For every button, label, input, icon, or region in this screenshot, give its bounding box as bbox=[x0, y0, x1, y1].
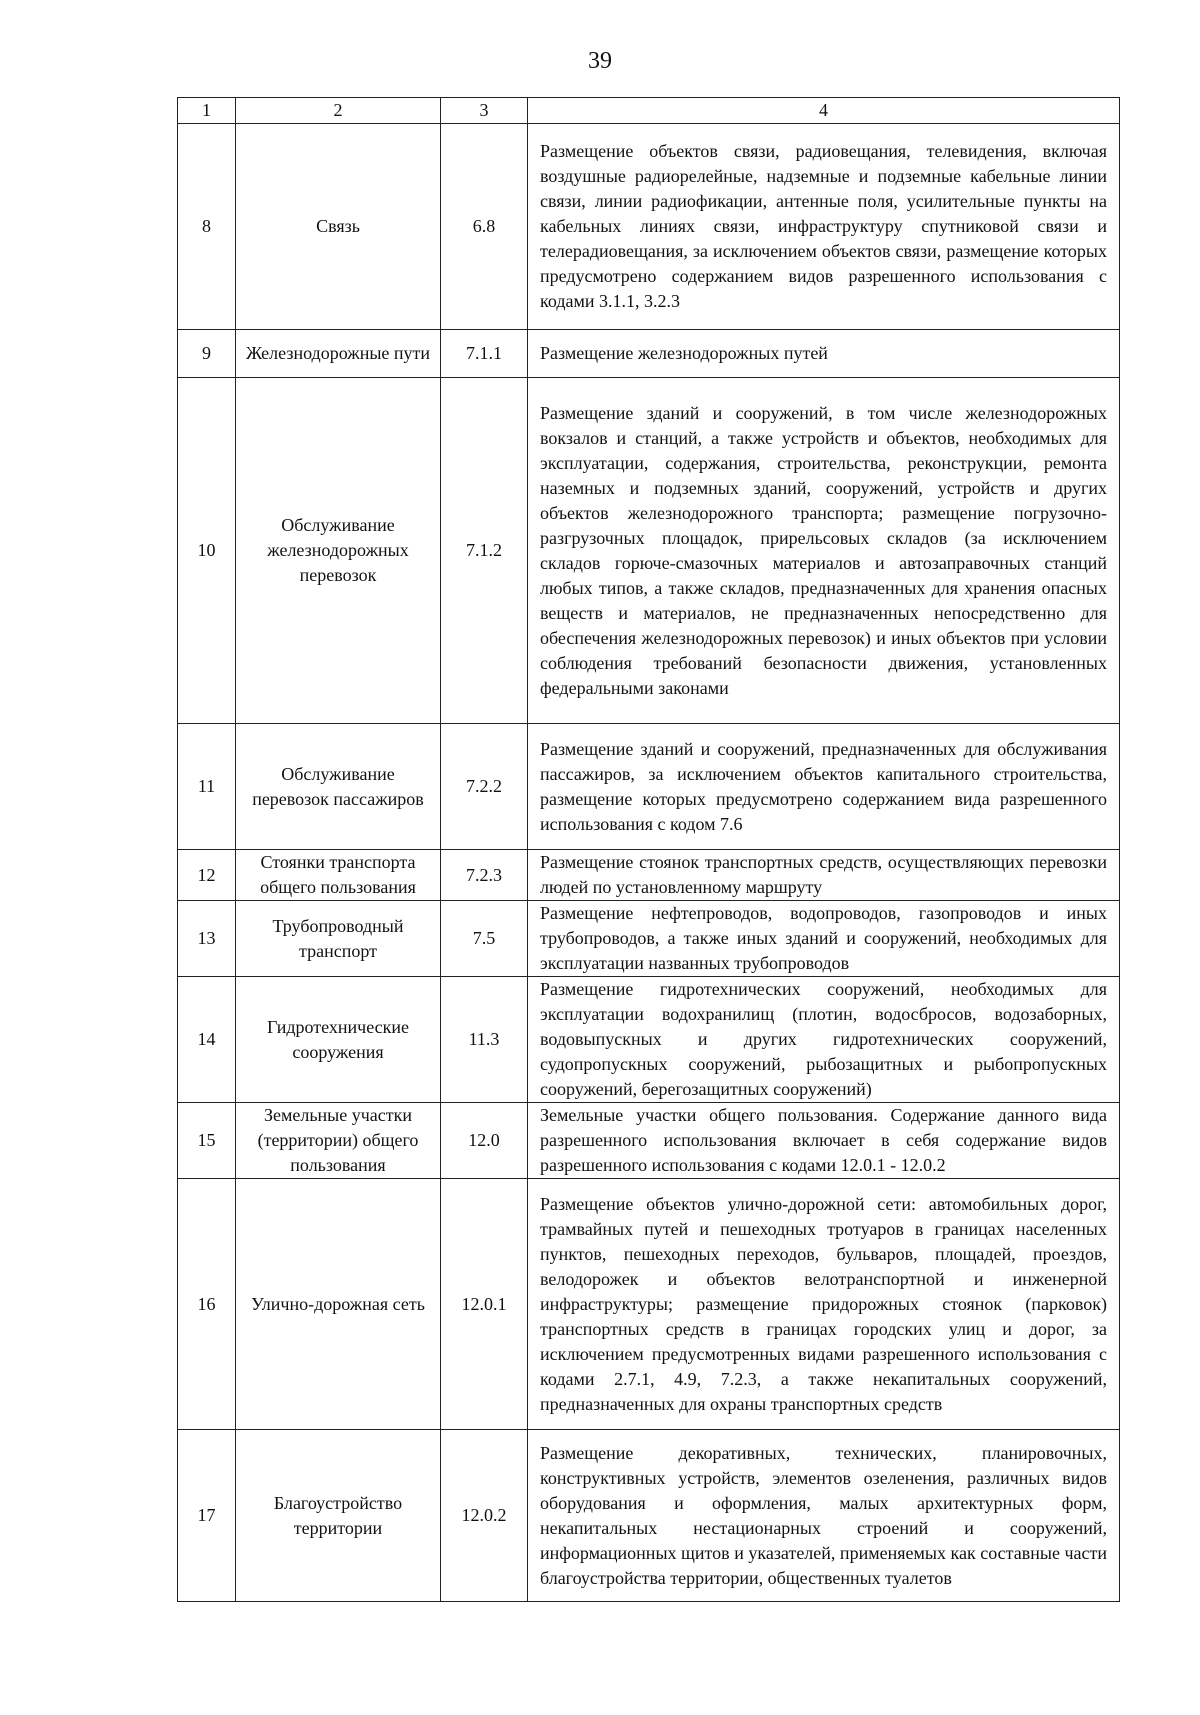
table-row bbox=[178, 124, 1120, 330]
use-name: Гидротехнические сооружения bbox=[236, 977, 441, 1103]
use-name: Благоустройство территории bbox=[236, 1430, 441, 1602]
use-name: Улично-дорожная сеть bbox=[236, 1179, 441, 1430]
table-row bbox=[178, 850, 1120, 901]
table-row bbox=[178, 901, 1120, 977]
header-col-2: 2 bbox=[236, 98, 441, 124]
use-name: Обслуживание железнодорожных перевозок bbox=[236, 378, 441, 724]
use-description: Размещение объектов улично-дорожной сети: автомобильных дорог, трамвайных путей и пешеходных тротуаров в границах населенных пунктов, пешеходных переходов, бульваров, площадей, проездов, велодорожек и объектов велотранспортной и инженерной инфраструктуры; размещение придорожных стоянок (парковок) транспортных средств в границах городских улиц и дорог, за исключением предусмотренных видами разрешенного использования с кодами 2.7.1, 4.9, 7.2.3, а также некапитальных сооружений, предназначенных для охраны транспортных средств bbox=[528, 1179, 1120, 1430]
use-code: 12.0.1 bbox=[441, 1179, 528, 1430]
use-code: 7.1.2 bbox=[441, 378, 528, 724]
use-code: 12.0.2 bbox=[441, 1430, 528, 1602]
use-code: 7.2.2 bbox=[441, 724, 528, 850]
header-col-3: 3 bbox=[441, 98, 528, 124]
use-description: Размещение стоянок транспортных средств, осуществляющих перевозки людей по установленному маршруту bbox=[528, 850, 1120, 901]
land-use-table bbox=[177, 97, 1120, 1602]
use-code: 6.8 bbox=[441, 124, 528, 330]
use-description: Размещение гидротехнических сооружений, необходимых для эксплуатации водохранилищ (плотин, водосбросов, водозаборных, водовыпускных и других гидротехнических сооружений, судопропускных сооружений, рыбозащитных и рыбопропускных сооружений, берегозащитных сооружений) bbox=[528, 977, 1120, 1103]
row-number: 17 bbox=[178, 1430, 236, 1602]
table-row bbox=[178, 330, 1120, 378]
row-number: 16 bbox=[178, 1179, 236, 1430]
use-description: Размещение нефтепроводов, водопроводов, газопроводов и иных трубопроводов, а также иных зданий и сооружений, необходимых для эксплуатации названных трубопроводов bbox=[528, 901, 1120, 977]
row-number: 13 bbox=[178, 901, 236, 977]
header-row bbox=[178, 98, 1120, 124]
use-name: Земельные участки (территории) общего пользования bbox=[236, 1103, 441, 1179]
row-number: 10 bbox=[178, 378, 236, 724]
use-code: 7.1.1 bbox=[441, 330, 528, 378]
use-name: Стоянки транспорта общего пользования bbox=[236, 850, 441, 901]
table-header bbox=[178, 98, 1120, 124]
header-col-4: 4 bbox=[528, 98, 1120, 124]
use-description: Земельные участки общего пользования. Содержание данного вида разрешенного использования включает в себя содержание видов разрешенного использования с кодами 12.0.1 - 12.0.2 bbox=[528, 1103, 1120, 1179]
use-description: Размещение зданий и сооружений, предназначенных для обслуживания пассажиров, за исключением объектов капитального строительства, размещение которых предусмотрено содержанием вида разрешенного использования с кодом 7.6 bbox=[528, 724, 1120, 850]
table-row bbox=[178, 724, 1120, 850]
table-row bbox=[178, 977, 1120, 1103]
use-code: 12.0 bbox=[441, 1103, 528, 1179]
use-description: Размещение объектов связи, радиовещания, телевидения, включая воздушные радиорелейные, надземные и подземные кабельные линии связи, линии радиофикации, антенные поля, усилительные пункты на кабельных линиях связи, инфраструктуру спутниковой связи и телерадиовещания, за исключением объектов связи, размещение которых предусмотрено содержанием видов разрешенного использования с кодами 3.1.1, 3.2.3 bbox=[528, 124, 1120, 330]
use-name: Трубопроводный транспорт bbox=[236, 901, 441, 977]
use-code: 7.5 bbox=[441, 901, 528, 977]
use-description: Размещение декоративных, технических, планировочных, конструктивных устройств, элементов озеленения, различных видов оборудования и оформления, малых архитектурных форм, некапитальных нестационарных строений и сооружений, информационных щитов и указателей, применяемых как составные части благоустройства территории, общественных туалетов bbox=[528, 1430, 1120, 1602]
header-col-1: 1 bbox=[178, 98, 236, 124]
use-name: Связь bbox=[236, 124, 441, 330]
use-code: 11.3 bbox=[441, 977, 528, 1103]
table-body bbox=[178, 124, 1120, 1602]
table-row bbox=[178, 1179, 1120, 1430]
use-name: Обслуживание перевозок пассажиров bbox=[236, 724, 441, 850]
row-number: 12 bbox=[178, 850, 236, 901]
use-name: Железнодорожные пути bbox=[236, 330, 441, 378]
use-description: Размещение железнодорожных путей bbox=[528, 330, 1120, 378]
row-number: 15 bbox=[178, 1103, 236, 1179]
row-number: 9 bbox=[178, 330, 236, 378]
row-number: 14 bbox=[178, 977, 236, 1103]
use-code: 7.2.3 bbox=[441, 850, 528, 901]
table-row bbox=[178, 1430, 1120, 1602]
row-number: 8 bbox=[178, 124, 236, 330]
use-description: Размещение зданий и сооружений, в том числе железнодорожных вокзалов и станций, а также устройств и объектов, необходимых для эксплуатации, содержания, строительства, реконструкции, ремонта наземных и подземных зданий, сооружений, устройств и других объектов железнодорожного транспорта; размещение погрузочно-разгрузочных площадок, прирельсовых складов (за исключением складов горюче-смазочных материалов и автозаправочных станций любых типов, а также складов, предназначенных для хранения опасных веществ и материалов, не предназначенных непосредственно для обеспечения железнодорожных перевозок) и иных объектов при условии соблюдения требований безопасности движения, установленных федеральными законами bbox=[528, 378, 1120, 724]
table-row bbox=[178, 378, 1120, 724]
page-number: 39 bbox=[588, 48, 612, 74]
row-number: 11 bbox=[178, 724, 236, 850]
table-row bbox=[178, 1103, 1120, 1179]
